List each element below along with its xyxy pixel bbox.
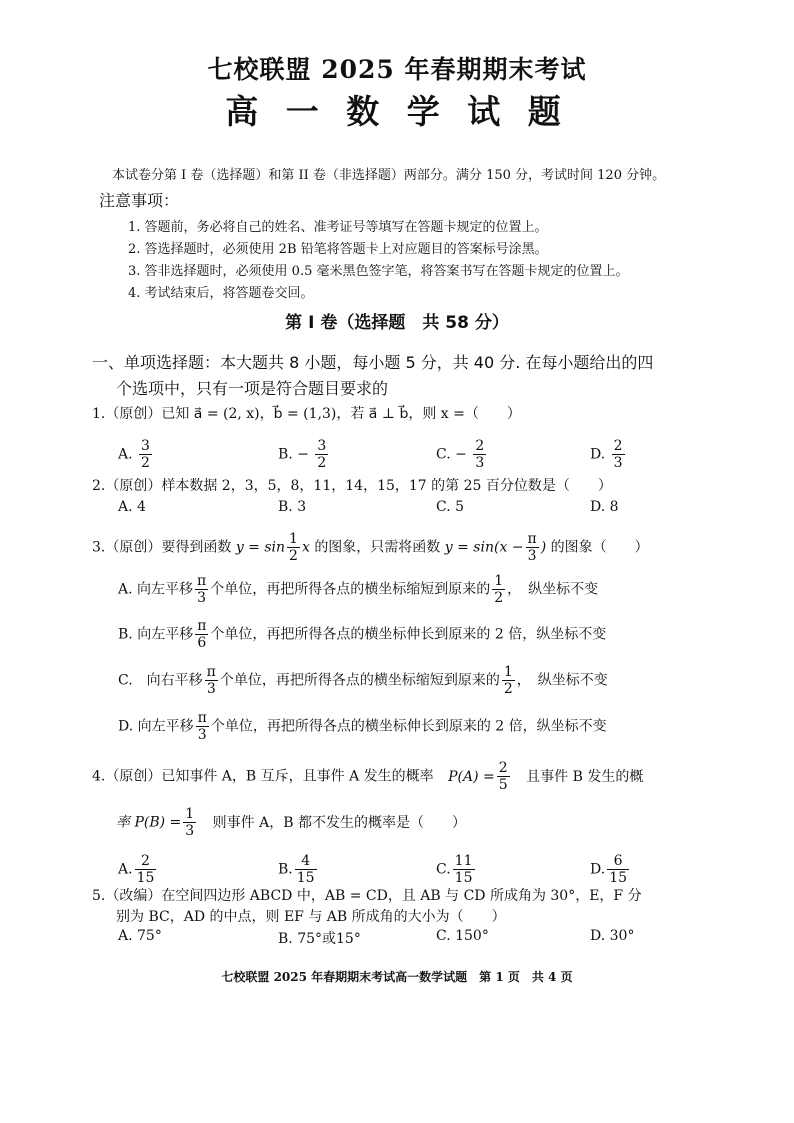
frac-den: 2	[503, 681, 513, 697]
notice-item: 1. 答题前，务必将自己的姓名、准考证号等填写在答题卡规定的位置上。	[128, 220, 548, 235]
q4-option-a	[118, 853, 158, 886]
q3-option-b	[118, 618, 606, 651]
q1-option-d	[590, 438, 627, 471]
q1-option-c-label: C.	[436, 446, 451, 463]
q2-option-b: B. 3	[278, 499, 307, 515]
q4-option-d	[590, 853, 631, 886]
q3-mid: 的图象，只需将函数	[314, 539, 441, 556]
q3-option-a-end: ， 纵坐标不变	[507, 581, 599, 598]
frac-num: π	[527, 531, 537, 547]
notice-heading: 注意事项：	[99, 191, 180, 210]
frac-den: 15	[296, 870, 315, 886]
q4-pa: P(A) =	[448, 768, 495, 785]
q4-pb-fraction	[183, 806, 196, 839]
q4-option-b-label: B.	[278, 861, 293, 878]
q3-option-c-ratio	[502, 664, 515, 697]
q4-option-b-fraction	[295, 853, 317, 886]
frac-den: 3	[197, 590, 207, 606]
q3-func2: y = sin(x −	[444, 539, 524, 556]
frac-den: 3	[613, 455, 623, 471]
q1-option-a	[118, 438, 154, 471]
q4-line1-end: 且事件 B 发生的概	[526, 768, 644, 785]
q3-func1: y = sin	[235, 539, 286, 556]
question-5-line2: 别为 BC，AD 的中点，则 EF 与 AB 所成角的大小为（ ）	[116, 909, 506, 925]
q2-option-c: C. 5	[436, 499, 465, 515]
exam-subject-title: 高 一 数 学 试 题	[225, 92, 569, 131]
q3-option-d	[118, 710, 607, 743]
question-5: 5.（改编）在空间四边形 ABCD 中，AB = CD，且 AB 与 CD 所成角为 30°，E，F 分	[92, 888, 642, 904]
notice-item: 3. 答非选择题时，必须使用 0.5 毫米黑色签字笔，将答案书写在答题卡规定的位置上。	[128, 264, 629, 279]
question-2: 2.（原创）样本数据 2，3，5，8，11，14，15，17 的第 25 百分位数是（ ）	[92, 478, 612, 494]
frac-num: 3	[141, 438, 150, 454]
q4-option-c	[436, 853, 477, 886]
q1-option-c	[436, 438, 488, 471]
section1-line2: 个选项中，只有一项是符合题目要求的	[116, 379, 389, 398]
frac-num: 4	[301, 853, 311, 869]
frac-den: 2	[289, 548, 298, 564]
q5-option-c: C. 150°	[436, 928, 489, 944]
q1-option-b	[278, 438, 330, 471]
frac-den: 15	[136, 870, 155, 886]
q3-option-a-shift	[195, 573, 208, 606]
frac-den: 3	[475, 455, 485, 471]
frac-num: 1	[503, 664, 513, 680]
page-footer: 七校联盟 2025 年春期期末考试高一数学试题 第 1 页 共 4 页	[221, 970, 573, 984]
q1-option-d-fraction	[612, 438, 625, 471]
q3-option-c-text: 个单位，再把所得各点的横坐标缩短到原来的	[219, 672, 500, 689]
q4-pb: 率 P(B) =	[116, 814, 182, 831]
frac-num: 2	[613, 438, 623, 454]
exam-intro: 本试卷分第 I 卷（选择题）和第 II 卷（非选择题）两部分。满分 150 分，考试时间 120 分钟。	[112, 168, 666, 183]
frac-den: 3	[197, 727, 207, 743]
q3-option-a-label: A. 向左平移	[118, 581, 194, 598]
q1-option-b-sign: −	[297, 446, 309, 463]
frac-den: 15	[454, 870, 473, 886]
q5-option-d: D. 30°	[590, 928, 635, 944]
frac-den: 6	[197, 635, 207, 651]
q3-option-c-end: ， 纵坐标不变	[516, 672, 608, 689]
q3-func2-fraction	[526, 531, 539, 564]
q1-option-a-fraction	[139, 438, 152, 471]
q2-option-a: A. 4	[118, 499, 146, 515]
notice-item: 2. 答选择题时，必须使用 2B 铅笔将答题卡上对应题目的答案标号涂黑。	[128, 242, 548, 257]
q4-option-a-fraction	[135, 853, 157, 886]
q3-option-d-shift	[196, 710, 209, 743]
frac-num: 2	[141, 853, 150, 869]
frac-den: 2	[141, 455, 150, 471]
q1-option-b-label: B.	[278, 446, 293, 463]
frac-den: 3	[185, 823, 195, 839]
frac-num: 2	[498, 760, 508, 776]
q3-option-c-shift	[205, 664, 218, 697]
q3-func1-tail: x	[301, 539, 310, 556]
q3-option-d-label: D. 向左平移	[118, 718, 194, 735]
q3-option-c-label: C. 向右平移	[118, 672, 203, 689]
frac-den: 2	[494, 590, 504, 606]
part1-title: 第 I 卷（选择题 共 58 分）	[285, 313, 509, 333]
frac-den: 3	[206, 681, 216, 697]
frac-num: π	[206, 664, 216, 680]
q3-func2-tail: )	[540, 539, 547, 556]
q3-option-a-ratio	[492, 573, 505, 606]
q3-option-b-label: B. 向左平移	[118, 626, 194, 643]
q3-option-d-text: 个单位，再把所得各点的横坐标伸长到原来的 2 倍，纵坐标不变	[210, 718, 607, 735]
notice-item: 4. 考试结束后，将答题卷交回。	[128, 286, 314, 301]
q3-option-a	[118, 573, 598, 606]
q1-option-d-label: D.	[590, 446, 606, 463]
q3-option-a-text: 个单位，再把所得各点的横坐标缩短到原来的	[210, 581, 491, 598]
frac-num: 1	[185, 806, 195, 822]
q5-option-a: A. 75°	[118, 928, 162, 944]
q4-option-a-label: A.	[118, 861, 133, 878]
q3-suffix: 的图象（ ）	[550, 539, 649, 556]
question-3	[92, 531, 649, 564]
q4-option-c-fraction	[453, 853, 475, 886]
frac-den: 15	[609, 870, 628, 886]
frac-num: 1	[289, 531, 298, 547]
q4-line2-end: 则事件 A，B 都不发生的概率是（ ）	[212, 814, 466, 831]
q4-option-d-label: D.	[590, 861, 606, 878]
question-1: 1.（原创）已知 a⃗ = (2, x)，b⃗ = (1,3)，若 a⃗ ⊥ b⃗，则 x =（ ）	[92, 406, 521, 422]
frac-num: 1	[494, 573, 504, 589]
frac-num: π	[197, 573, 207, 589]
frac-num: 6	[613, 853, 623, 869]
frac-num: π	[197, 618, 207, 634]
q3-option-b-shift	[195, 618, 208, 651]
q4-pa-fraction	[497, 760, 510, 793]
q3-prefix: 3.（原创）要得到函数	[92, 539, 232, 556]
exam-title: 七校联盟 2025 年春期期末考试	[207, 55, 587, 84]
q1-option-c-sign: −	[455, 446, 467, 463]
question-4	[92, 760, 643, 793]
section1-heading	[92, 350, 653, 402]
q4-line1: 4.（原创）已知事件 A，B 互斥，且事件 A 发生的概率	[92, 768, 434, 785]
q1-option-c-fraction	[473, 438, 486, 471]
q3-func1-fraction	[287, 531, 300, 564]
q5-option-b: B. 75°或15°	[278, 931, 361, 947]
frac-num: π	[197, 710, 207, 726]
q1-option-a-label: A.	[118, 446, 133, 463]
q4-option-d-fraction	[607, 853, 629, 886]
q2-option-d: D. 8	[590, 499, 619, 515]
q4-option-b	[278, 853, 319, 886]
frac-den: 5	[498, 777, 508, 793]
q4-option-c-label: C.	[436, 861, 451, 878]
q1-option-b-fraction	[315, 438, 328, 471]
section1-line1: 一、单项选择题：本大题共 8 小题，每小题 5 分，共 40 分. 在每小题给出的四	[92, 353, 654, 372]
frac-num: 3	[317, 438, 327, 454]
frac-den: 2	[317, 455, 327, 471]
frac-den: 3	[527, 548, 537, 564]
q3-option-c	[118, 664, 608, 697]
frac-num: 11	[454, 853, 473, 869]
q3-option-b-text: 个单位，再把所得各点的横坐标伸长到原来的 2 倍，纵坐标不变	[210, 626, 607, 643]
question-4-line2	[116, 806, 466, 839]
frac-num: 2	[475, 438, 485, 454]
